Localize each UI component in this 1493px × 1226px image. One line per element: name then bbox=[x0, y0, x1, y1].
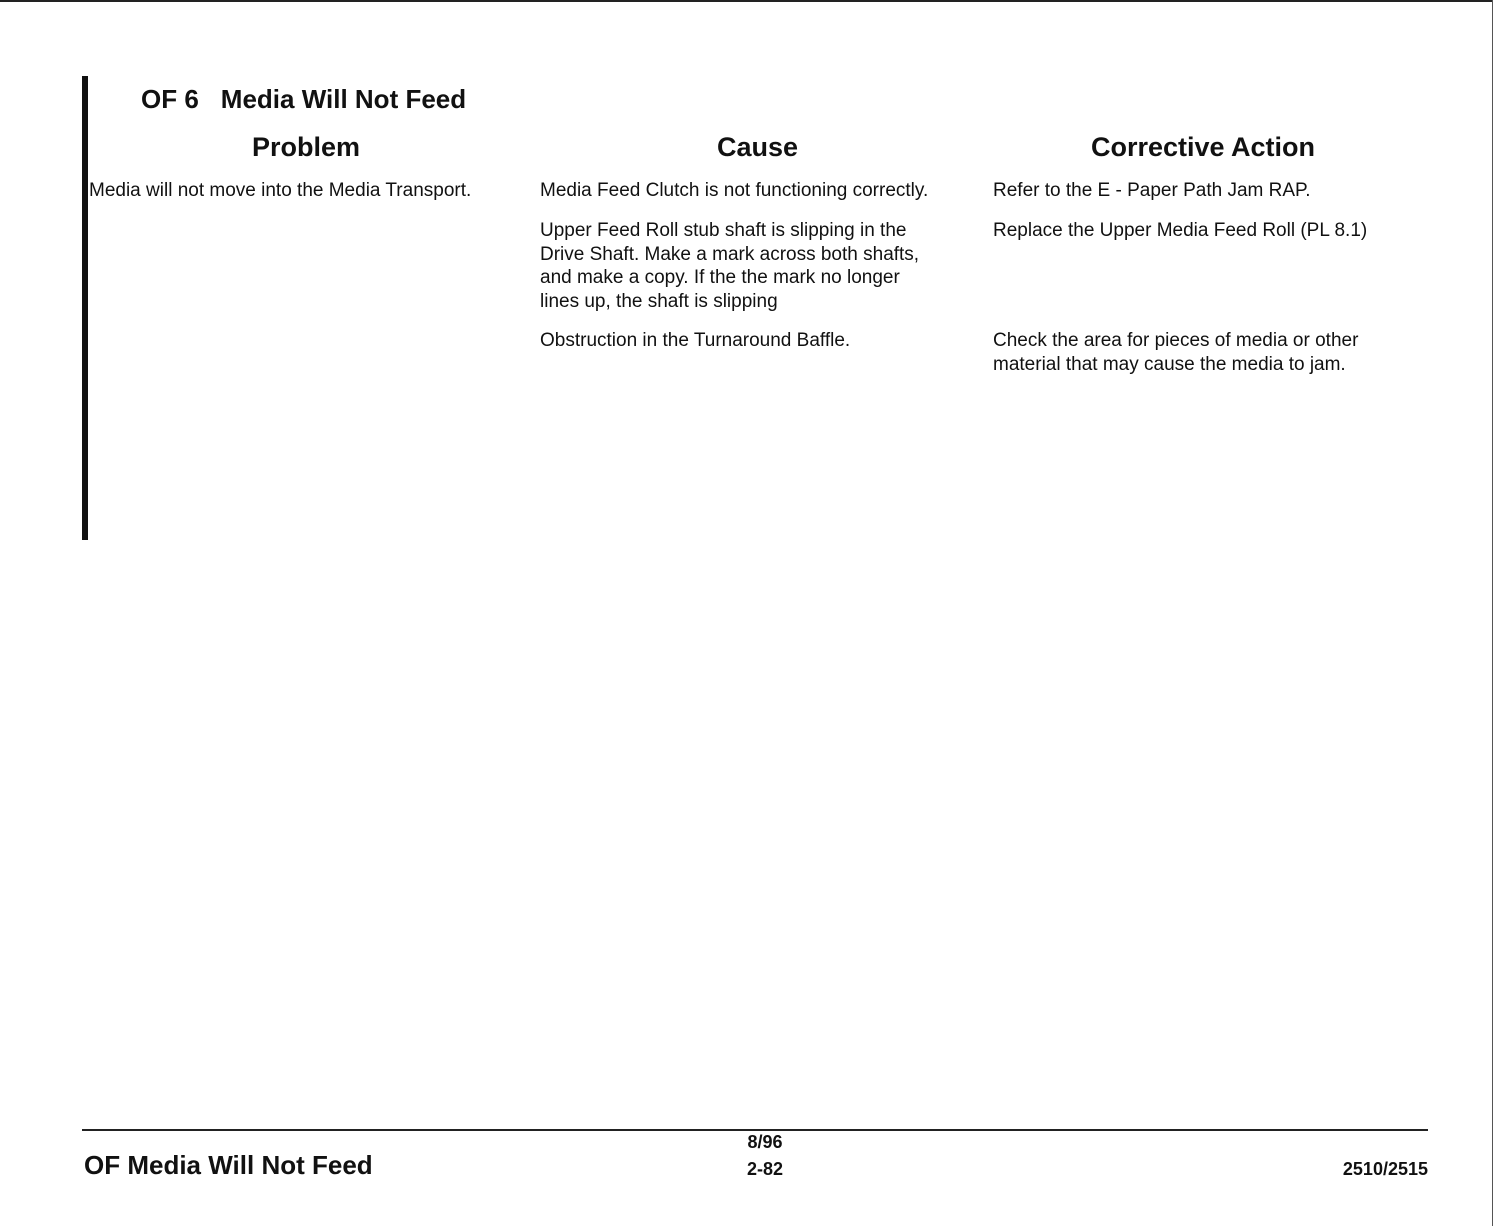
text-line: Obstruction in the Turnaround Baffle. bbox=[540, 330, 851, 351]
text-line: Replace the Upper Media Feed Roll (PL 8.1) bbox=[993, 220, 1368, 241]
section-title: Media Will Not Feed bbox=[220, 84, 467, 114]
text-line: material that may cause the media to jam. bbox=[993, 353, 1346, 375]
text-line: Check the area for pieces of media or other bbox=[993, 330, 1359, 351]
action-text bbox=[993, 329, 1358, 376]
footer-page-number: 2-82 bbox=[746, 1159, 784, 1179]
text-line: Drive Shaft. Make a mark across both shafts, bbox=[540, 243, 920, 265]
action-text bbox=[993, 219, 1367, 243]
section-number: OF 6 bbox=[141, 84, 199, 114]
text-line: Refer to the E - Paper Path Jam RAP. bbox=[993, 180, 1311, 201]
text-line: lines up, the shaft is slipping bbox=[540, 290, 778, 312]
footer-title: OF Media Will Not Feed bbox=[84, 1150, 373, 1180]
text-line: Media Feed Clutch is not functioning correctly. bbox=[540, 180, 929, 201]
text-line: and make a copy. If the the mark no longer bbox=[540, 267, 900, 288]
cause-text bbox=[540, 219, 919, 313]
problem-text: Media will not move into the Media Transport. bbox=[89, 180, 472, 201]
section-heading bbox=[141, 84, 466, 115]
column-header-cause: Cause bbox=[716, 132, 799, 162]
column-header-corrective-action: Corrective Action bbox=[1090, 132, 1316, 162]
top-border bbox=[0, 0, 1493, 2]
cause-text bbox=[540, 329, 850, 353]
footer-model: 2510/2515 bbox=[1342, 1159, 1428, 1179]
text-line: Upper Feed Roll stub shaft is slipping in the bbox=[540, 220, 907, 241]
cause-text bbox=[540, 179, 928, 203]
footer-date: 8/96 bbox=[747, 1132, 783, 1152]
column-header-problem: Problem bbox=[251, 132, 361, 162]
footer-divider bbox=[82, 1129, 1428, 1131]
revision-change-bar bbox=[82, 76, 88, 540]
action-text bbox=[993, 179, 1311, 203]
